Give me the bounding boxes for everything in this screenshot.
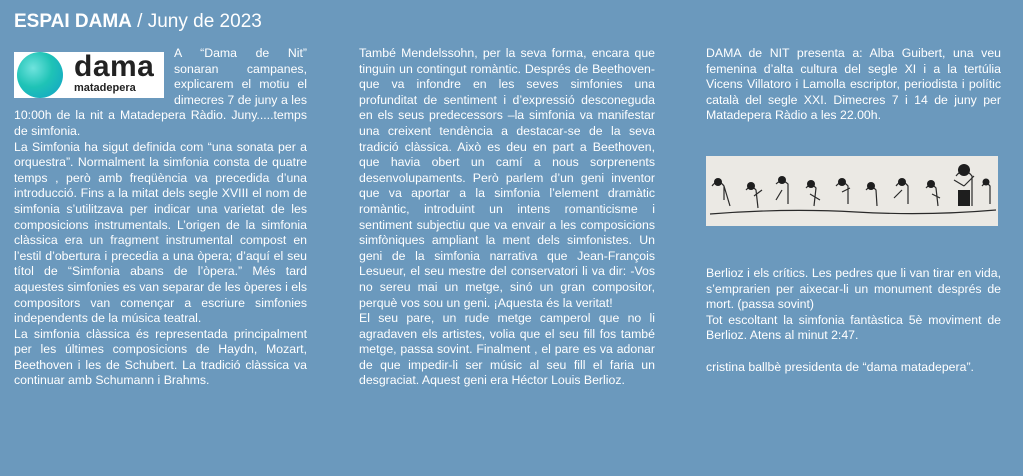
logo-circle-icon (17, 52, 63, 98)
column-2 (359, 46, 655, 389)
page-header (14, 10, 262, 34)
father-paragraph: El seu pare, un rude metge camperol que no li agradaven els artistes, volia que el seu fill fos també metge, passa sovint. Finalment , el pare es va adonar de que impedir-li ser músic al seu fill el faria un desgraciat. Aquest geni era Héctor Louis Berlioz. (359, 311, 655, 388)
header-separator: / (131, 11, 148, 32)
logo-subtitle: matadepera (74, 82, 136, 94)
dama-matadepera-logo (14, 52, 164, 98)
signature-paragraph: cristina ballbè presidenta de “dama matadepera”. (706, 359, 974, 374)
header-date: Juny de 2023 (147, 11, 262, 32)
mendelssohn-paragraph: També Mendelssohn, per la seva forma, encara que tinguin un contingut romàntic. Després de Beethoven- que va infondre en les seves simfonies una profunditat de sentiment i d’expressió desconeguda en els seus predecessors –la simfonia va manifestar una creixent tendència a destacar-se de la seva tradició clàssica. Això es deu en part a Beethoven, que havia obert un camí a nous sorprenents desenvolupaments. Però parlem d’un geni inventor que va aportar a la simfonia l’element dramàtic romàntic, introduint un intens romanticisme i sentiment subjectiu que va envair a les composicions simfòniques ampliant la ment dels simfonistes. Un geni de la simfonia narrativa que Jean-François Lesueur, el seu mestre del conservatori li va dir: -Vos no sereu mai un metge, sinó un gran compositor, perquè vos sou un geni. ¡Aquesta és la veritat! (359, 46, 655, 310)
column-3 (706, 46, 1001, 376)
dama-de-nit-paragraph: DAMA de NIT presenta a: Alba Guibert, una veu femenina d’alta cultura del segle XI i a la tertúlia Vicens Villatoro i Lamolla escriptor, periodista i polític català del segle XXI. Dimecres 7 i 14 de juny per Matadepera Ràdio a les 22.00h. (706, 46, 1001, 123)
classical-symphony-paragraph: La simfonia clàssica és representada principalment per les últimes composicions de Haydn, Mozart, Beethoven i les de Schubert. La tradició clàssica va continuar amb Schumann i Brahms. (14, 326, 307, 388)
berlioz-critics-paragraph: Berlioz i els crítics. Les pedres que li van tirar en vida, s’emprarien per aixecar-li un monument després de mort. (passa sovint) (706, 265, 1001, 312)
fantastic-symphony-paragraph: Tot escoltant la simfonia fantàstica 5è moviment de Berlioz. Atens al minut 2:47. (706, 312, 1001, 343)
berlioz-caricature-image (706, 156, 998, 226)
intro-paragraph: A “Dama de Nit” sonaran campanes, explicarem el motiu el dimecres 7 de juny a les 10:00h de la nit a Matadepera Ràdio. Juny.....temps de simfonia. (14, 46, 307, 138)
symphony-definition-paragraph: La Simfonia ha sigut definida com “una sonata per a orquestra”. Normalment la simfonia consta de quatre temps , però amb freqüència va precedida d’una introducció. Fins a la mitat dels segle XVIII el nom de simfonia s’utilitzava per indicar una varietat de les composicions instrumentals. L’origen de la simfonia clàssica era un fragment instrumental compost en l’estil d’obertura i precedia a una òpera; d’aquí el seu títol de “Simfonia abans de l’òpera.” Més tard aquestes simfonies es van separar de les òperes i els compositors van començar a escriure simfonies independents de la música teatral. (14, 139, 307, 326)
logo-name: dama (74, 50, 155, 83)
column-1 (14, 46, 307, 389)
header-brand: ESPAI DAMA (14, 11, 132, 32)
